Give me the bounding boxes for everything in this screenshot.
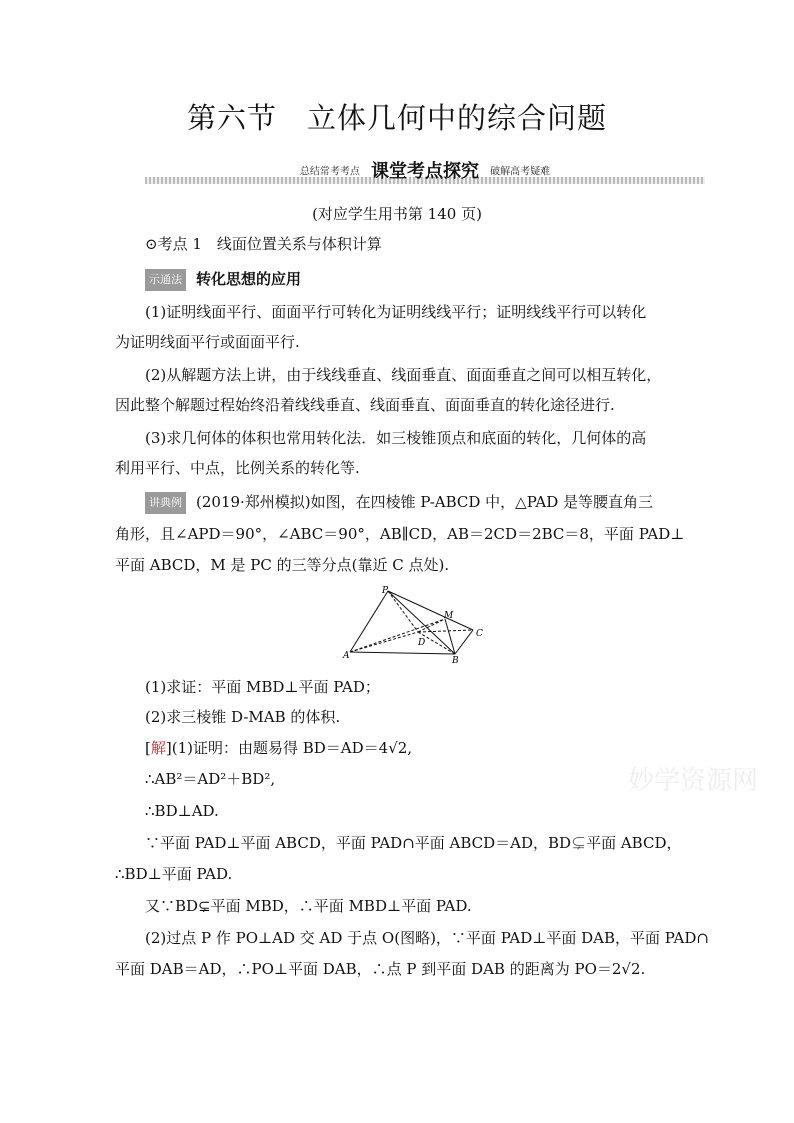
label-b: B — [452, 656, 459, 664]
para1-line2: 为证明线面平行或面面平行. — [115, 333, 300, 351]
solution-bracket-open: [ — [145, 739, 151, 757]
question-2: (2)求三棱锥 D-MAB 的体积. — [145, 708, 341, 726]
solution-bracket-close: ] — [165, 739, 172, 757]
banner-right-text: 破解高考疑难 — [490, 166, 551, 178]
solution-text-1: (1)证明：由题易得 BD＝AD＝4√2, — [171, 739, 413, 757]
label-d: D — [418, 638, 426, 648]
solution-line4: ∵平面 PAD⊥平面 ABCD，平面 PAD∩平面 ABCD＝AD，BD⊊平面 ABCD， — [145, 834, 682, 852]
solution-line7: (2)过点 P 作 PO⊥AD 交 AD 于点 O(图略)，∵平面 PAD⊥平面 DAB，平面 PAD∩ — [145, 929, 709, 947]
question-1: (1)求证：平面 MBD⊥平面 PAD； — [145, 678, 380, 696]
label-p: P — [382, 586, 389, 596]
solution-line2: ∴AB²＝AD²＋BD², — [145, 770, 276, 788]
banner-left-text: 总结常考考点 — [299, 166, 360, 178]
example-line1 — [145, 492, 711, 514]
edge-pa — [350, 591, 388, 652]
label-m: M — [444, 611, 454, 621]
para2-line1: (2)从解题方法上讲，由于线线垂直、线面垂直、面面垂直之间可以相互转化， — [145, 366, 662, 384]
edge-dc — [418, 630, 473, 632]
edge-ab — [350, 652, 455, 654]
pyramid-figure — [340, 584, 490, 664]
edge-pd — [388, 591, 418, 632]
para3-line2: 利用平行、中点，比例关系的转化等. — [115, 459, 360, 477]
solution-mark: 解 — [150, 739, 166, 757]
tongfa-heading: 转化思想的应用 — [196, 270, 302, 288]
para2-line2: 因此整个解题过程始终沿着线线垂直、线面垂直、面面垂直的转化途径进行. — [115, 396, 615, 414]
edge-dm — [418, 619, 445, 632]
edge-bc — [455, 630, 473, 654]
example-line2: 角形，且∠APD＝90°，∠ABC＝90°，AB∥CD，AB＝2CD＝2BC＝8，平面 PAD⊥ — [115, 525, 685, 543]
watermark: 妙学资源网 — [628, 766, 759, 796]
label-c: C — [476, 629, 483, 639]
label-a: A — [343, 651, 350, 661]
page-reference: (对应学生用书第 140 页) — [312, 205, 482, 223]
banner-heading: 课堂考点探究 — [371, 161, 479, 182]
kaodian-heading: ⊙考点 1 线面位置关系与体积计算 — [145, 235, 382, 253]
example-tag: 讲典例 — [145, 492, 186, 514]
edge-am — [350, 619, 445, 652]
section-banner — [145, 155, 705, 185]
solution-line1 — [145, 738, 711, 758]
banner-text — [145, 157, 705, 183]
solution-line5: ∴BD⊥平面 PAD. — [115, 865, 233, 883]
solution-line6: 又∵BD⊊平面 MBD，∴平面 MBD⊥平面 PAD. — [145, 897, 472, 915]
example-line3: 平面 ABCD，M 是 PC 的三等分点(靠近 C 点处). — [115, 556, 450, 574]
tongfa-tag: 示通法 — [145, 269, 186, 291]
para1-line1: (1)证明线面平行、面面平行可转化为证明线线平行；证明线线平行可以转化 — [145, 303, 647, 321]
solution-line3: ∴BD⊥AD. — [145, 802, 219, 820]
example-text-1: (2019·郑州模拟)如图，在四棱锥 P-ABCD 中，△PAD 是等腰直角三 — [196, 493, 654, 511]
page-title: 第六节 立体几何中的综合问题 — [186, 101, 607, 135]
tongfa-row — [145, 269, 711, 291]
para3-line1: (3)求几何体的体积也常用转化法．如三棱锥顶点和底面的转化，几何体的高 — [145, 429, 647, 447]
solution-line8: 平面 DAB＝AD，∴PO⊥平面 DAB，∴点 P 到平面 DAB 的距离为 PO＝2√2. — [115, 960, 646, 978]
